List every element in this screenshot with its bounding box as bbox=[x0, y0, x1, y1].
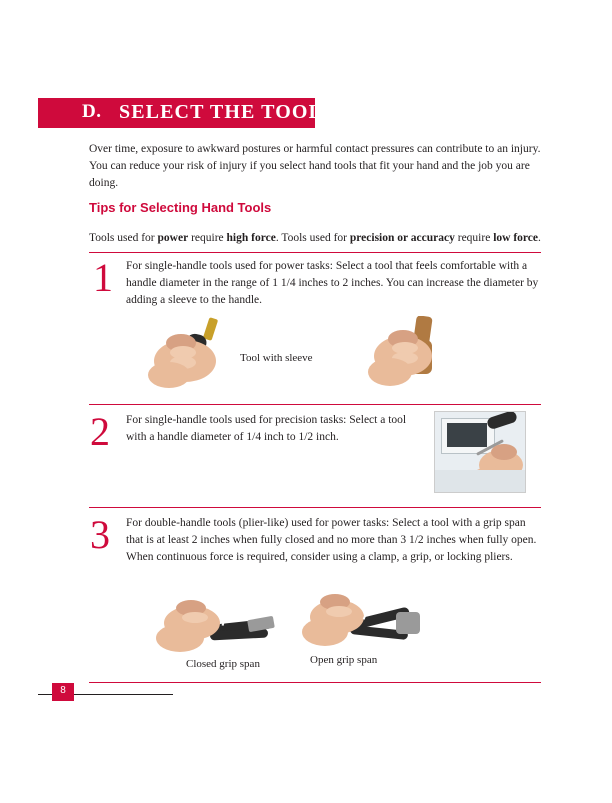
lede-bold-4: low force bbox=[493, 232, 538, 244]
lede-bold-3: precision or accuracy bbox=[349, 232, 455, 244]
step-text: For single-handle tools used for power tasks: Select a tool that feels comfortable with a handle diameter in the range of 1 1/4 inches to 2 inches. You can increase the diameter by adding a sleeve to the handle. bbox=[126, 260, 539, 306]
lede-paragraph bbox=[89, 230, 549, 246]
page-title: SELECT THE TOOL bbox=[119, 101, 324, 123]
lede-part-5: . bbox=[538, 232, 541, 244]
lede-part-4: require bbox=[454, 232, 494, 244]
lede-bold-1: power bbox=[157, 232, 189, 244]
step-number: 3 bbox=[90, 512, 110, 557]
step-text: For double-handle tools (plier-like) used for power tasks: Select a tool with a grip span that is at least 2 inches when fully closed and no more than 3 1/2 inches when fully open. When continuous force is required, consider using a clamp, a grip, or locking pliers. bbox=[126, 517, 537, 563]
lede-part-3: . Tools used for bbox=[275, 232, 350, 244]
divider-rule bbox=[89, 252, 541, 253]
figure-pliers-closed bbox=[152, 596, 277, 658]
lede-part-1: Tools used for bbox=[89, 232, 158, 244]
step-text: For single-handle tools used for precision tasks: Select a tool with a handle diameter of 1/4 inch to 1/2 inch. bbox=[126, 414, 407, 443]
divider-rule bbox=[89, 507, 541, 508]
lede-bold-2: high force bbox=[226, 232, 276, 244]
figure-pliers-open bbox=[300, 592, 425, 654]
figure-hand-wooden-handle bbox=[366, 316, 464, 392]
lede-part-2: require bbox=[188, 232, 227, 244]
page-number: 8 bbox=[60, 685, 66, 696]
section-letter: D. bbox=[82, 101, 102, 122]
subsection-heading: Tips for Selecting Hand Tools bbox=[89, 200, 272, 215]
figure-caption: Tool with sleeve bbox=[240, 352, 313, 364]
step-number: 1 bbox=[93, 255, 113, 300]
step-number: 2 bbox=[90, 409, 110, 454]
divider-rule bbox=[89, 404, 541, 405]
intro-paragraph: Over time, exposure to awkward postures or harmful contact pressures can contribute to an injury. You can reduce your risk of injury if you select hand tools that fit your hand and the job you are doing. bbox=[89, 143, 541, 189]
figure-caption-closed: Closed grip span bbox=[186, 658, 260, 670]
figure-caption-open: Open grip span bbox=[310, 654, 378, 666]
divider-rule bbox=[89, 682, 541, 683]
figure-precision-tool bbox=[434, 411, 526, 493]
